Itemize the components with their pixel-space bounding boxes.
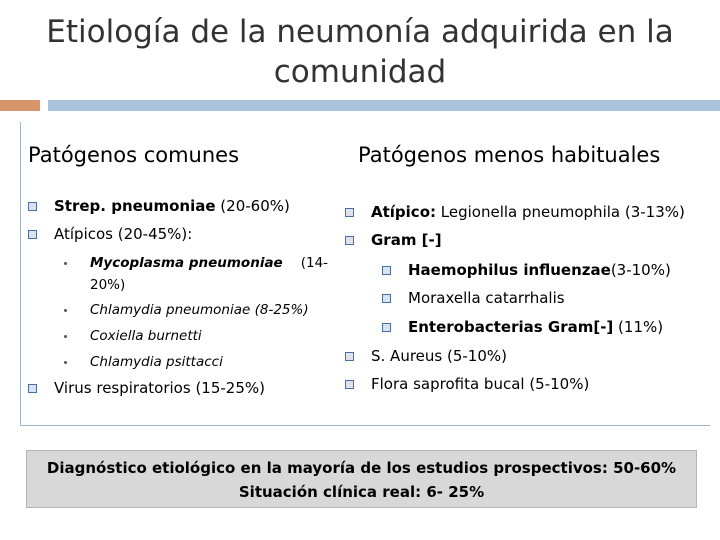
left-column-heading: Patógenos comunes bbox=[28, 143, 240, 167]
right-column-heading: Patógenos menos habituales bbox=[358, 143, 661, 167]
dot-bullet-icon bbox=[64, 335, 67, 338]
list-item-atipicos: Atípicos (20-45%): bbox=[54, 225, 193, 243]
list-item-virus: Virus respiratorios (15-25%) bbox=[54, 379, 265, 397]
square-bullet-icon bbox=[382, 266, 391, 275]
square-bullet-icon bbox=[28, 384, 37, 393]
summary-box bbox=[26, 450, 697, 508]
list-item-atipico: Atípico: Legionella pneumophila (3-13%) bbox=[371, 203, 685, 221]
square-bullet-icon bbox=[345, 208, 354, 217]
accent-bar-orange bbox=[0, 100, 40, 111]
dot-bullet-icon bbox=[64, 309, 67, 312]
sub-item-chlamydia-psittacci: Chlamydia psittacci bbox=[90, 354, 223, 370]
dot-bullet-icon bbox=[64, 262, 67, 265]
slide-title: Etiología de la neumonía adquirida en la comunidad bbox=[46, 14, 674, 90]
square-bullet-icon bbox=[345, 352, 354, 361]
frame-left-rule bbox=[20, 122, 21, 426]
sub-item-mycoplasma-cont: 20%) bbox=[90, 277, 126, 293]
list-item-gram-neg: Gram [-] bbox=[371, 231, 442, 249]
sub-item-chlamydia-pneumoniae: Chlamydia pneumoniae (8-25%) bbox=[90, 302, 309, 318]
accent-bar-blue bbox=[48, 100, 720, 111]
list-item-s-aureus: S. Aureus (5-10%) bbox=[371, 347, 507, 365]
sub-item-moraxella: Moraxella catarrhalis bbox=[408, 289, 565, 307]
square-bullet-icon bbox=[28, 230, 37, 239]
summary-line-2: Situación clínica real: 6- 25% bbox=[238, 483, 485, 501]
dot-bullet-icon bbox=[64, 361, 67, 364]
summary-line-1: Diagnóstico etiológico en la mayoría de los estudios prospectivos: 50-60% bbox=[46, 459, 677, 477]
square-bullet-icon bbox=[28, 202, 37, 211]
sub-item-mycoplasma: Mycoplasma pneumoniae (14- bbox=[90, 255, 329, 271]
square-bullet-icon bbox=[345, 380, 354, 389]
square-bullet-icon bbox=[345, 236, 354, 245]
sub-item-enterobacterias: Enterobacterias Gram[-] (11%) bbox=[408, 318, 664, 336]
list-item-flora: Flora saprofita bucal (5-10%) bbox=[371, 375, 590, 393]
square-bullet-icon bbox=[382, 323, 391, 332]
sub-item-coxiella: Coxiella burnetti bbox=[90, 328, 202, 344]
list-item-strep: Strep. pneumoniae (20-60%) bbox=[54, 197, 290, 215]
square-bullet-icon bbox=[382, 294, 391, 303]
sub-item-haemophilus: Haemophilus influenzae(3-10%) bbox=[408, 261, 671, 279]
frame-bottom-rule bbox=[20, 425, 710, 426]
